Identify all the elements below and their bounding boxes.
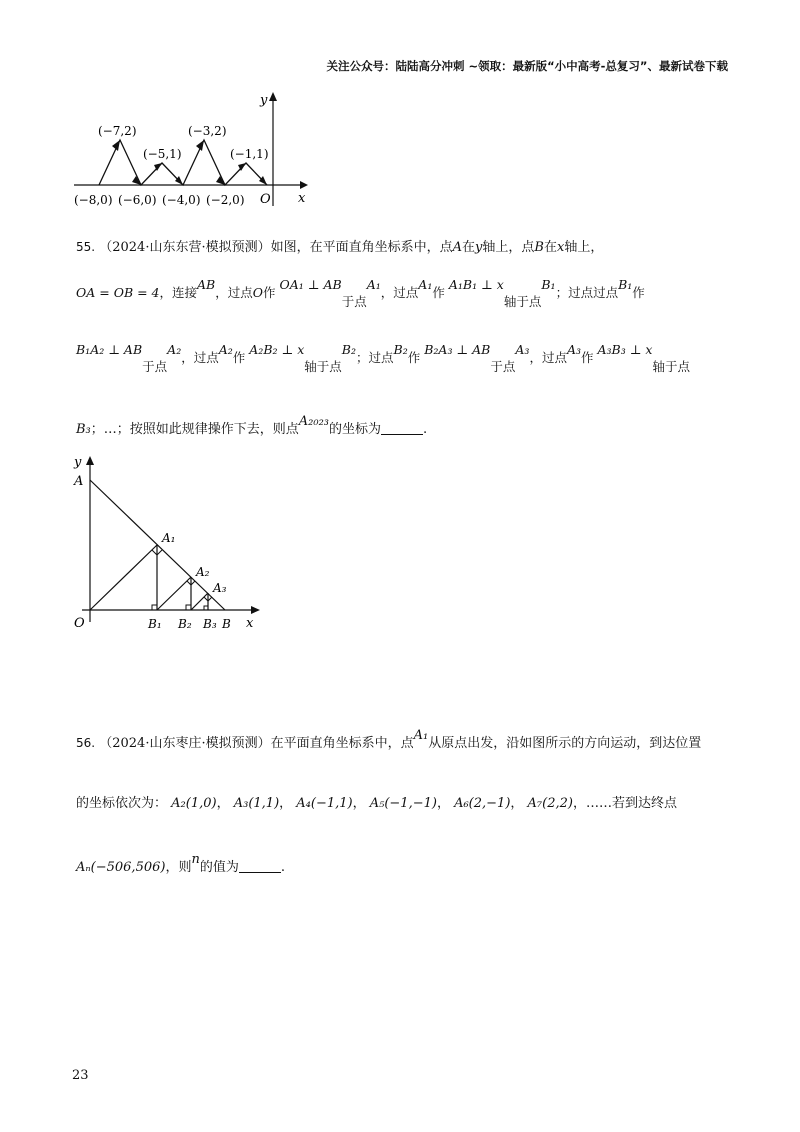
- x-axis-arrow: [300, 181, 308, 189]
- point: A₅(−1,−1): [369, 796, 437, 811]
- point: A₂(1,0): [171, 796, 217, 811]
- y-axis-label: y: [260, 93, 268, 108]
- q56-line2: 的坐标依次为： A₂(1,0)， A₃(1,1)， A₄(−1,1)， A₅(−1,−1)， A₆(2,−1)， A₇(2,2)，……若到达终点: [76, 796, 677, 811]
- base-label: (−4,0): [162, 193, 201, 207]
- answer-blank: [239, 860, 281, 873]
- question-number: 55.: [76, 240, 96, 254]
- x-axis-arrow: [251, 606, 260, 614]
- right-angle-mark: [186, 605, 191, 610]
- figure-zigzag-path: [70, 88, 320, 216]
- right-angle-mark: [152, 605, 157, 610]
- origin-label: O: [260, 192, 271, 207]
- label-x: x: [246, 616, 254, 631]
- label-A3: A₃: [213, 581, 227, 595]
- q55-line1: 55. （2024·山东东营·模拟预测）如图，在平面直角坐标系中，点A在y轴上，点B在x轴上，: [76, 240, 604, 255]
- peak-label: (−1,1): [230, 147, 269, 161]
- point: A₇(2,2): [527, 796, 573, 811]
- label-B2: B₂: [178, 617, 192, 631]
- page-header: 关注公众号：陆陆高分冲刺 ~领取：最新版“小中高考-总复习”、最新试卷下载: [326, 59, 728, 73]
- label-O: O: [74, 616, 85, 631]
- question-number: 56.: [76, 736, 96, 750]
- base-label: (−6,0): [118, 193, 157, 207]
- y-axis-arrow: [269, 92, 277, 101]
- arrow-head: [132, 176, 141, 185]
- question-source: （2024·山东枣庄·模拟预测）: [99, 736, 271, 751]
- base-label: (−2,0): [206, 193, 245, 207]
- label-A2: A₂: [196, 565, 210, 579]
- q55-line3: B₁A₂ ⊥ AB于点A₂，过点A₂作 A₂B₂ ⊥ x轴于点B₂；过点B₂作 B₂A₃ ⊥ AB于点A₃，过点A₃作 A₃B₃ ⊥ x轴于点: [76, 342, 691, 374]
- point: A₃(1,1): [233, 796, 280, 811]
- base-label: (−8,0): [74, 193, 113, 207]
- q55-line2: OA = OB = 4，连接AB，过点O作 OA₁ ⊥ AB于点A₁，过点A₁作 A₁B₁ ⊥ x轴于点B₁；过点过点B₁作: [76, 277, 645, 309]
- arrow-head: [216, 176, 225, 185]
- label-A: A: [74, 474, 84, 489]
- point: A₆(2,−1): [454, 796, 511, 811]
- question-source: （2024·山东东营·模拟预测）: [99, 240, 271, 255]
- label-B: B: [222, 617, 231, 631]
- label-B3: B₃: [203, 617, 217, 631]
- peak-label: (−5,1): [143, 147, 182, 161]
- point: A₄(−1,1): [296, 796, 353, 811]
- q56-line1: 56. （2024·山东枣庄·模拟预测）在平面直角坐标系中，点A₁从原点出发，沿如图所示的方向运动，到达位置: [76, 728, 702, 751]
- peak-label: (−3,2): [188, 124, 227, 138]
- x-axis-label: x: [298, 191, 306, 206]
- figure-triangle-construction: [70, 452, 270, 632]
- q56-line3: Aₙ(−506,506)，则n的值为 .: [76, 852, 285, 875]
- label-B1: B₁: [148, 617, 162, 631]
- page-number: 23: [72, 1068, 89, 1083]
- peak-label: (−7,2): [98, 124, 137, 138]
- y-axis-arrow: [86, 456, 94, 465]
- q55-line4: B₃；…；按照如此规律操作下去，则点A₂₀₂₃的坐标为 .: [76, 414, 428, 437]
- label-y: y: [74, 455, 82, 470]
- segment-B2A3: [191, 593, 208, 610]
- answer-blank: [381, 422, 423, 435]
- label-A1: A₁: [162, 531, 176, 545]
- segment-OA1: [90, 545, 157, 610]
